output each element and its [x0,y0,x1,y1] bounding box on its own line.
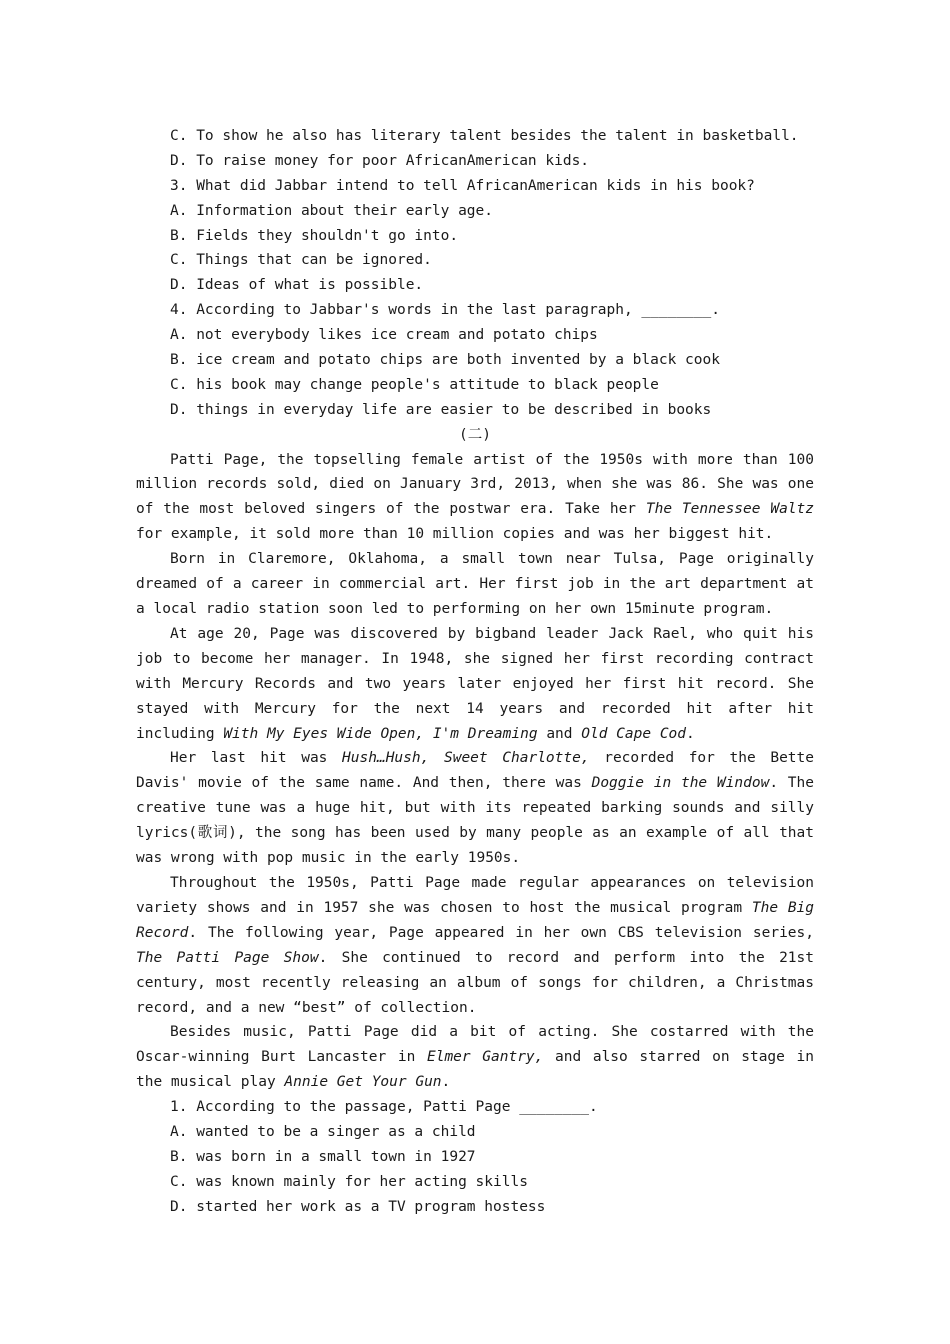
option-d: D. To raise money for poor AfricanAmerican kids. [170,152,590,169]
passage-paragraph-1 [136,448,814,548]
p6-text-b: and also starred on stage in the musical play [136,1049,814,1091]
question-3-option-a: A. Information about their early age. [170,202,494,219]
passage-paragraph-6 [136,1020,814,1095]
p4-text-c: . The creative tune was a huge hit, but with its repeated barking sounds and silly lyrics(歌词), the song has been used by many people as an example of all that was wrong with pop music in the early 1950s. [136,775,814,867]
question-4-option-d: D. things in everyday life are easier to be described in books [170,401,712,418]
p5-show-title-2: The Patti Page Show [136,949,319,966]
p3-text-end: . [686,725,695,742]
p3-text-a: At age 20, Page was discovered by bigband leader Jack Rael, who quit his job to become her manager. In 1948, she signed her first recording contract with Mercury Records and two years later enjoyed her first hit record. She stayed with Mercury for the next 14 years and recorded hit after hit including [136,625,814,742]
passage-paragraph-2: Born in Claremore, Oklahoma, a small town near Tulsa, Page originally dreamed of a career in commercial art. Her first job in the art department at a local radio station soon led to performing on her own 15minute program. [136,551,814,618]
p1-text-a: Patti Page, the topselling female artist of the 1950s with more than 100 million records sold, died on January 3rd, 2013, when she was 86. She was one of the most beloved singers of the postwar era. Take her [136,451,814,518]
question-1-option-a: A. wanted to be a singer as a child [170,1124,476,1141]
passage-paragraph-5 [136,871,814,1020]
p4-text-a: Her last hit was [170,750,343,767]
question-1-option-d: D. started her work as a TV program hostess [170,1198,546,1215]
p6-text-c: . [441,1074,451,1091]
p6-text-a: Besides music, Patti Page did a bit of acting. She costarred with the Oscar-winning Burt Lancaster in [136,1024,814,1066]
p3-song-title-1: With My Eyes Wide Open, I'm Dreaming [223,725,538,742]
p6-play-title: Annie Get Your Gun [284,1074,442,1091]
p5-text-a: Throughout the 1950s, Patti Page made regular appearances on television variety shows and in 1957 she was chosen to host the musical program [136,874,814,916]
p5-show-title-1: The Big Record [136,899,815,941]
question-1-option-c: C. was known mainly for her acting skills [170,1173,528,1190]
p3-text-and: and [537,725,582,742]
p5-text-c: . She continued to record and perform into the 21st century, most recently releasing an album of songs for children, a Christmas record, and a new “best” of collection. [136,949,814,1016]
p4-text-b: recorded for the Bette Davis' movie of the same name. And then, there was [136,750,814,792]
p5-text-b: . The following year, Page appeared in her own CBS television series, [188,924,814,941]
question-3-option-c: C. Things that can be ignored. [170,252,432,269]
section-heading: (二) [459,426,491,443]
document-page [136,124,814,1220]
p4-song-title-2: Doggie in the Window [591,775,770,792]
question-3-option-d: D. Ideas of what is possible. [170,277,424,294]
p4-song-title-1: Hush…Hush, Sweet Charlotte, [342,750,590,767]
question-4-option-c: C. his book may change people's attitude to black people [170,376,659,393]
question-1: 1. According to the passage, Patti Page ________. [170,1099,598,1116]
question-3-option-b: B. Fields they shouldn't go into. [170,227,459,244]
passage-paragraph-3 [136,622,814,747]
p1-text-b: for example, it sold more than 10 million copies and was her biggest hit. [136,526,774,543]
p1-song-title: The Tennessee Waltz [645,501,814,518]
passage-paragraph-4 [136,746,814,871]
question-4-option-b: B. ice cream and potato chips are both invented by a black cook [170,352,720,369]
p3-song-title-2: Old Cape Cod [581,725,687,742]
p6-film-title: Elmer Gantry, [426,1049,544,1066]
question-4: 4. According to Jabbar's words in the last paragraph, ________. [170,302,720,319]
question-1-option-b: B. was born in a small town in 1927 [170,1148,476,1165]
question-4-option-a: A. not everybody likes ice cream and potato chips [170,327,598,344]
question-3: 3. What did Jabbar intend to tell AfricanAmerican kids in his book? [170,177,755,194]
option-c: C. To show he also has literary talent besides the talent in basketball. [170,128,799,144]
